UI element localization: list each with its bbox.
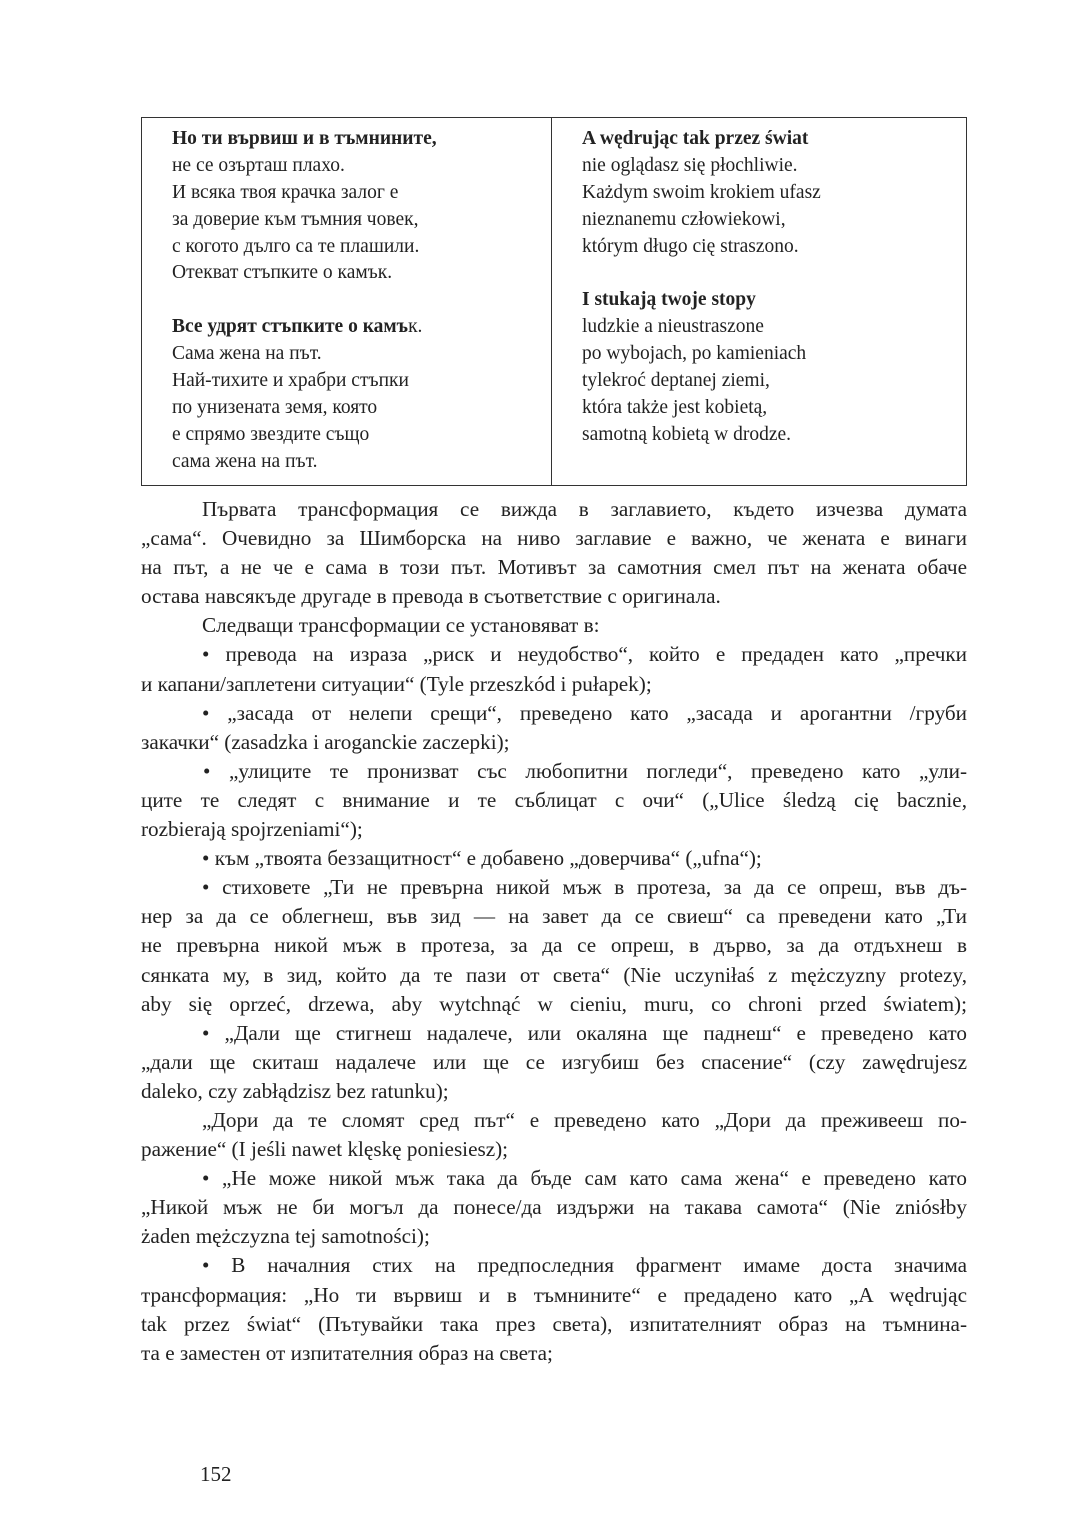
- body-line: • „Дали ще стигнеш надалече, или окаляна ще паднеш“ е преведено като: [202, 1020, 967, 1045]
- poem-line-right: którym długo cię straszono.: [582, 235, 799, 257]
- body-line: „сама“. Очевидно за Шимборска на ниво заглавие е важно, че жената е винаги: [141, 526, 967, 551]
- body-line: • „улиците те пронизват със любопитни погледи“, преведено като „ули-: [203, 758, 967, 783]
- poem-column-polish: [552, 118, 966, 485]
- body-line: не превърна никой мъж в протеза, за да се опреш, в дърво, за да отдъхнеш в: [141, 933, 967, 958]
- body-line: • стиховете „Ти не превърна никой мъж в протеза, за да се опреш, във дъ-: [202, 875, 967, 900]
- poem-table: [141, 117, 967, 486]
- body-line: • В началния стих на предпоследния фрагмент имаме доста значима: [202, 1253, 967, 1278]
- body-line: Следващи трансформации се установяват в:: [202, 613, 600, 638]
- body-text: [141, 495, 967, 1368]
- body-line: „дали ще скиташ надалече или ще се изгубиш без спасение“ (czy zawędrujesz: [141, 1049, 967, 1074]
- page-number: 152: [200, 1462, 232, 1486]
- body-line: • „засада от нелепи срещи“, преведено като „засада и арогантни /груби: [202, 700, 967, 725]
- body-line: • превода на израза „риск и неудобство“, който е предаден като „пречки: [202, 642, 967, 667]
- poem-line-right: I stukają twoje stopy: [582, 289, 756, 311]
- body-line: трансформация: „Но ти вървиш и в тъмнините“ е предадено като „A wędrując: [141, 1282, 967, 1307]
- poem-line-rest-part: к.: [408, 316, 423, 338]
- poem-line-left: не се озърташ плахо.: [172, 154, 345, 176]
- body-line: „Никой мъж не би могъл да понесе/да издържи на такава самота“ (Nie zniósłby: [141, 1195, 967, 1220]
- poem-line-left: Сама жена на път.: [172, 343, 322, 365]
- poem-column-bulgarian: [142, 118, 552, 485]
- poem-line-right: nieznanemu człowiekowi,: [582, 208, 786, 230]
- poem-line-bold-part: Все удрят стъпките о камъ: [172, 316, 409, 338]
- poem-line-right: która także jest kobietą,: [582, 396, 768, 418]
- poem-line-left: за доверие към тъмния човек,: [172, 208, 419, 230]
- body-line: на път, а не че е сама в този път. Мотивът за самотния смел път на жената обаче: [141, 555, 967, 580]
- poem-line-left: И всяка твоя крачка залог е: [172, 181, 399, 203]
- poem-line-left: сама жена на път.: [172, 450, 318, 472]
- body-line: сянката му, в зид, който да те пази от света“ (Nie uczyniłaś z mężczyzny protezy,: [141, 962, 967, 987]
- body-line: та е заместен от изпитателния образ на света;: [141, 1340, 553, 1365]
- body-line: ражение“ (I jeśli nawet klęskę poniesiesz);: [141, 1137, 509, 1162]
- body-line: ците те следят с внимание и те съблицат с очи“ („Ulice śledzą cię bacznie,: [141, 787, 967, 812]
- body-line: • „Не може никой мъж така да бъде сам като сама жена“ е преведено като: [202, 1166, 967, 1191]
- poem-line-left: по унизената земя, която: [172, 396, 378, 418]
- body-line: tak przez świat“ (Пътувайки така през света), изпитателният образ на тъмнина-: [141, 1311, 967, 1336]
- body-line: нер за да се облегнеш, във зид — на завет да се свиеш“ са преведени като „Ти: [141, 904, 967, 929]
- body-line: и капани/заплетени ситуации“ (Tyle przeszkód i pułapek);: [141, 671, 652, 696]
- poem-line-right: nie oglądasz się płochliwie.: [582, 154, 798, 176]
- body-line: „Дори да те сломят сред път“ е преведено като „Дори да преживееш по-: [202, 1107, 967, 1132]
- poem-line-right: [582, 260, 966, 287]
- poem-line-right: samotną kobietą w drodze.: [582, 423, 792, 445]
- poem-line-left: Но ти вървиш и в тъмнините,: [172, 128, 437, 149]
- body-line: aby się oprzeć, drzewa, aby wytchnąć w cieniu, muru, co chroni przed światem);: [141, 991, 967, 1016]
- body-line: daleko, czy zabłądzisz bez ratunku);: [141, 1078, 449, 1103]
- body-line: остава навсякъде другаде в превода в съответствие с оригинала.: [141, 584, 721, 609]
- body-line: rozbierają spojrzeniami“);: [141, 817, 363, 842]
- body-line: закачки“ (zasadzka i aroganckie zaczepki);: [141, 729, 510, 754]
- body-line: • към „твоята беззащитност“ е добавено „доверчива“ („ufna“);: [202, 846, 762, 871]
- poem-line-left: с когото дълго са те плашили.: [172, 235, 420, 257]
- poem-line-right: A wędrując tak przez świat: [582, 128, 809, 149]
- poem-line-left: Отекват стъпките о камък.: [172, 262, 393, 284]
- poem-line-right: ludzkie a nieustraszone: [582, 316, 764, 338]
- poem-line-right: po wybojach, po kamieniach: [582, 343, 807, 365]
- poem-line-left: е спрямо звездите също: [172, 423, 370, 445]
- poem-line-right: tylekroć deptanej ziemi,: [582, 370, 770, 392]
- poem-line-left: [172, 314, 551, 341]
- body-line: żaden mężczyzna tej samotności);: [141, 1224, 430, 1249]
- poem-line-right: Każdym swoim krokiem ufasz: [582, 181, 821, 203]
- body-line: Първата трансформация се вижда в заглавието, където изчезва думата: [202, 497, 967, 521]
- poem-line-left: Най-тихите и храбри стъпки: [172, 370, 409, 392]
- poem-line-left: [172, 287, 551, 314]
